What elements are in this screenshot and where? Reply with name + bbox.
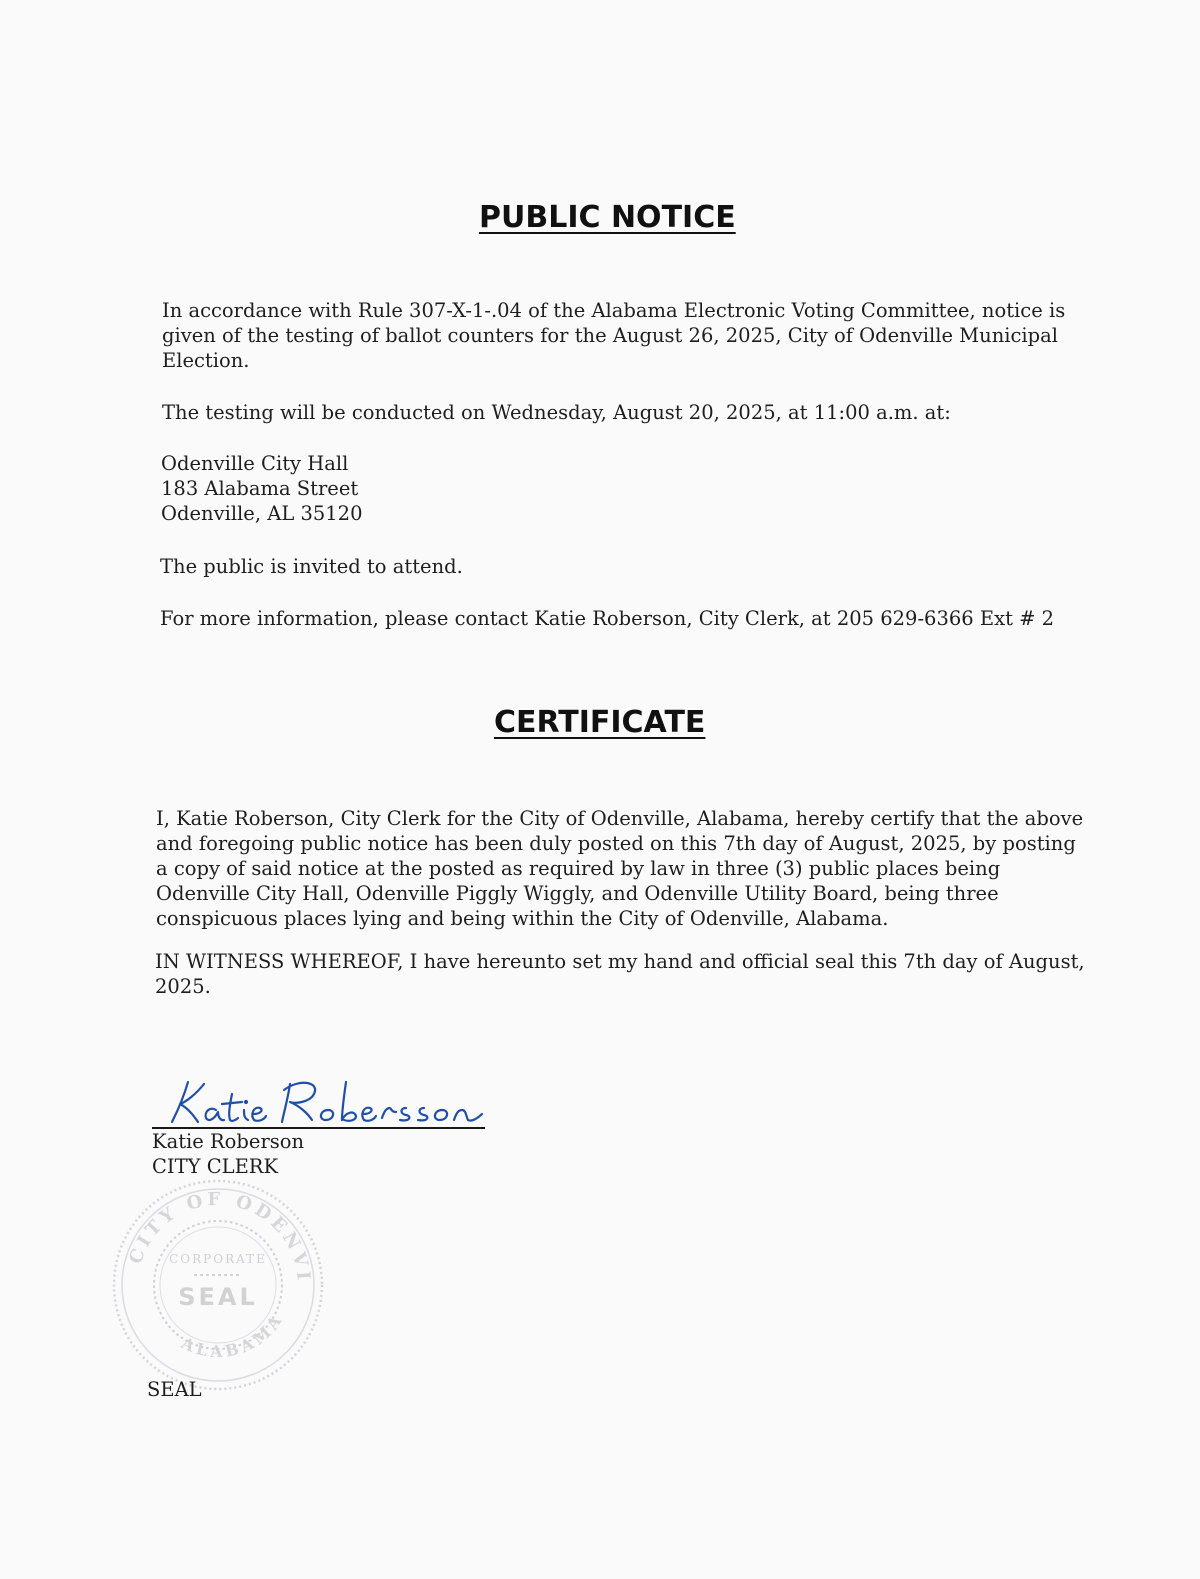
certificate-line: a copy of said notice at the posted as required by law in three (3) public places being xyxy=(156,857,1001,880)
svg-text:ALABAMA: ALABAMA xyxy=(178,1308,288,1361)
svg-text:SEAL: SEAL xyxy=(178,1283,258,1311)
signer-title: CITY CLERK xyxy=(152,1155,279,1178)
witness-line: 2025. xyxy=(155,975,211,998)
certificate-witness xyxy=(155,949,1085,999)
notice-invitation: The public is invited to attend. xyxy=(160,555,463,578)
certificate-line: and foregoing public notice has been duly posted on this 7th day of August, 2025, by posting xyxy=(156,832,1076,855)
address-line: Odenville, AL 35120 xyxy=(161,502,363,525)
certificate-paragraph-1 xyxy=(156,806,1083,931)
notice-address xyxy=(161,451,363,526)
certificate-line: Odenville City Hall, Odenville Piggly Wiggly, and Odenville Utility Board, being three xyxy=(156,882,999,905)
certificate-line: I, Katie Roberson, City Clerk for the City of Odenville, Alabama, hereby certify that the above xyxy=(156,807,1084,830)
signer-name: Katie Roberson xyxy=(152,1130,305,1153)
public-notice-heading: PUBLIC NOTICE xyxy=(479,200,736,235)
address-line: 183 Alabama Street xyxy=(161,477,359,500)
svg-text:CITY OF ODENVILLE: CITY OF ODENVI xyxy=(125,1188,315,1285)
address-line: Odenville City Hall xyxy=(161,452,349,475)
certificate-heading: CERTIFICATE xyxy=(494,705,706,740)
notice-contact: For more information, please contact Katie Roberson, City Clerk, at 205 629-6366 Ext # 2 xyxy=(160,607,1055,630)
svg-text:CORPORATE: CORPORATE xyxy=(169,1252,267,1266)
notice-paragraph-1 xyxy=(162,298,1065,373)
seal-label: SEAL xyxy=(147,1378,202,1401)
notice-paragraph-1-line: Election. xyxy=(162,349,250,372)
embossed-seal-icon xyxy=(108,1175,328,1395)
notice-paragraph-1-line: In accordance with Rule 307-X-1-.04 of the Alabama Electronic Voting Committee, notice is xyxy=(162,299,1066,322)
notice-paragraph-1-line: given of the testing of ballot counters for the August 26, 2025, City of Odenville Municipal xyxy=(162,324,1059,347)
certificate-line: conspicuous places lying and being within the City of Odenville, Alabama. xyxy=(156,907,889,930)
notice-testing-date: The testing will be conducted on Wednesday, August 20, 2025, at 11:00 a.m. at: xyxy=(162,401,951,424)
witness-line: IN WITNESS WHEREOF, I have hereunto set my hand and official seal this 7th day of August, xyxy=(155,950,1085,973)
